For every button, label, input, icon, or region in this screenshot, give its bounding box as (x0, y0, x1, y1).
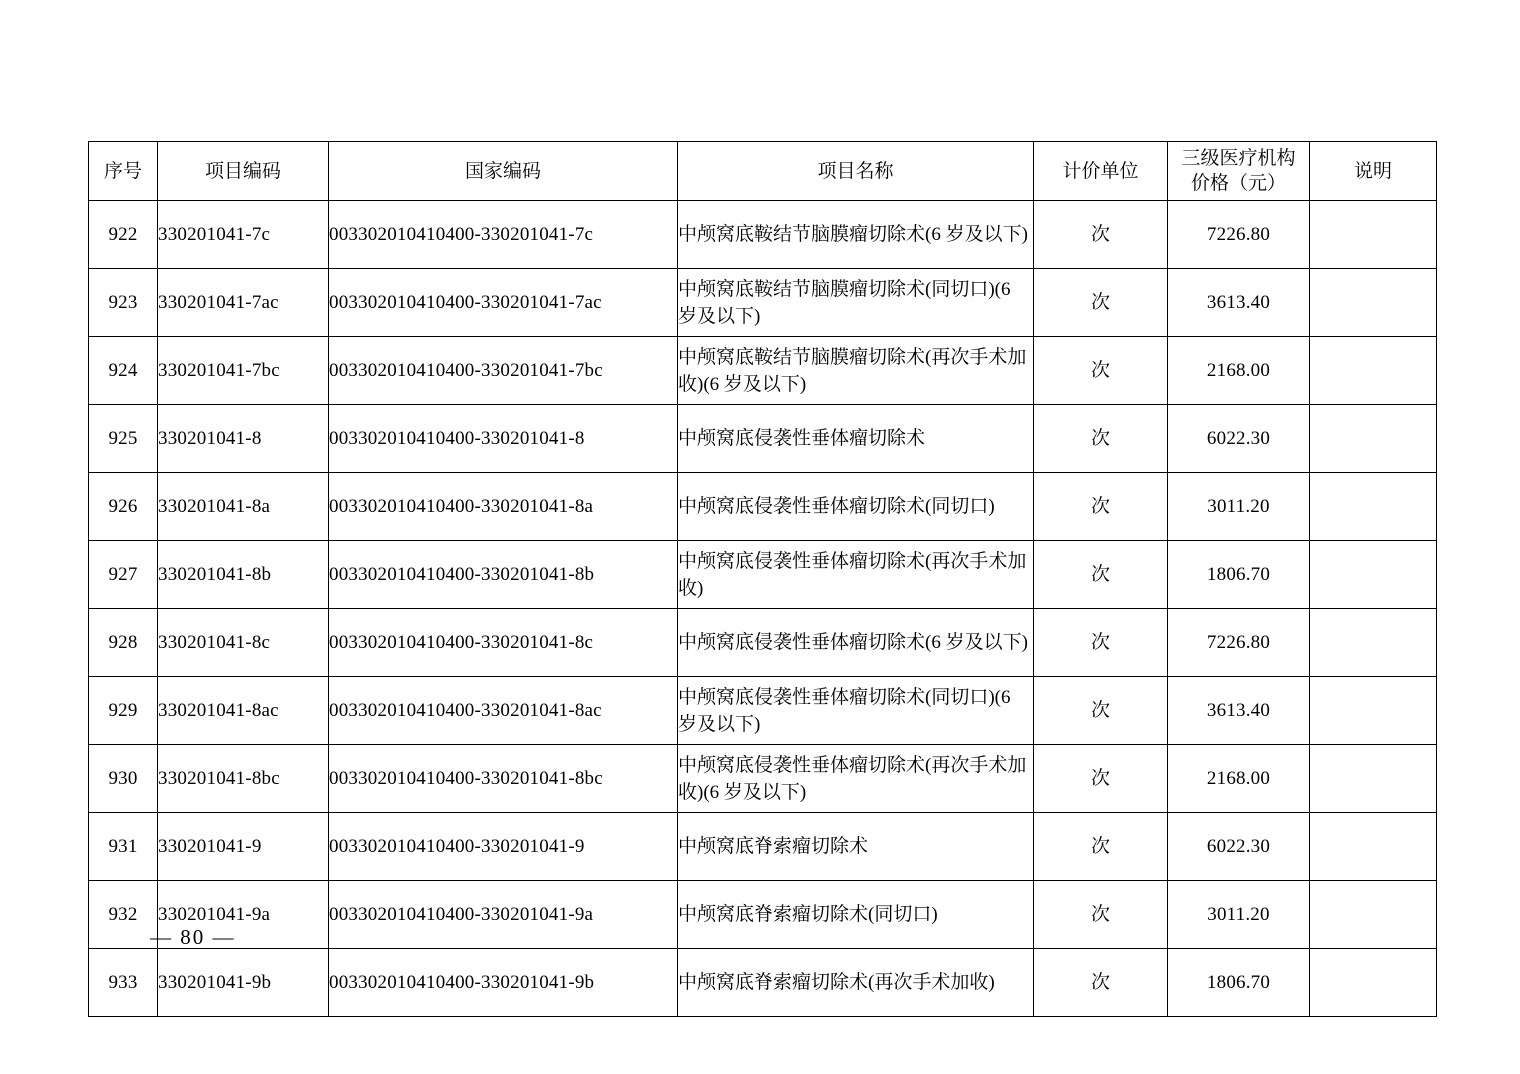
cell-national-code: 003302010410400-330201041-7bc (329, 337, 678, 405)
cell-item-code: 330201041-9b (158, 949, 329, 1017)
table-header-row (89, 142, 1437, 201)
cell-unit: 次 (1034, 473, 1168, 541)
cell-national-code: 003302010410400-330201041-8a (329, 473, 678, 541)
cell-note (1310, 269, 1437, 337)
cell-national-code: 003302010410400-330201041-7ac (329, 269, 678, 337)
cell-seq: 932 (89, 881, 158, 949)
cell-item-code: 330201041-7c (158, 201, 329, 269)
cell-seq: 924 (89, 337, 158, 405)
cell-item-name: 中颅窝底鞍结节脑膜瘤切除术(6 岁及以下) (678, 201, 1034, 269)
cell-seq: 928 (89, 609, 158, 677)
cell-note (1310, 609, 1437, 677)
cell-note (1310, 405, 1437, 473)
cell-item-code: 330201041-9 (158, 813, 329, 881)
cell-item-name: 中颅窝底脊索瘤切除术 (678, 813, 1034, 881)
column-header-seq: 序号 (89, 142, 158, 201)
cell-unit: 次 (1034, 609, 1168, 677)
cell-unit: 次 (1034, 881, 1168, 949)
column-header-unit: 计价单位 (1034, 142, 1168, 201)
cell-national-code: 003302010410400-330201041-9b (329, 949, 678, 1017)
cell-price: 2168.00 (1168, 337, 1310, 405)
cell-national-code: 003302010410400-330201041-8c (329, 609, 678, 677)
cell-seq: 933 (89, 949, 158, 1017)
cell-price: 3011.20 (1168, 881, 1310, 949)
cell-item-code: 330201041-8c (158, 609, 329, 677)
cell-item-name: 中颅窝底鞍结节脑膜瘤切除术(再次手术加收)(6 岁及以下) (678, 337, 1034, 405)
table-row (89, 745, 1437, 813)
cell-item-name: 中颅窝底侵袭性垂体瘤切除术(6 岁及以下) (678, 609, 1034, 677)
cell-price: 6022.30 (1168, 813, 1310, 881)
column-header-note: 说明 (1310, 142, 1437, 201)
cell-unit: 次 (1034, 677, 1168, 745)
cell-price: 3613.40 (1168, 677, 1310, 745)
cell-national-code: 003302010410400-330201041-7c (329, 201, 678, 269)
cell-unit: 次 (1034, 949, 1168, 1017)
cell-item-code: 330201041-8ac (158, 677, 329, 745)
cell-price: 1806.70 (1168, 541, 1310, 609)
cell-price: 3613.40 (1168, 269, 1310, 337)
cell-item-name: 中颅窝底侵袭性垂体瘤切除术(同切口) (678, 473, 1034, 541)
column-header-item-code: 项目编码 (158, 142, 329, 201)
cell-unit: 次 (1034, 201, 1168, 269)
column-header-price-line1: 三级医疗机构 (1181, 148, 1296, 169)
cell-seq: 926 (89, 473, 158, 541)
price-table-container (88, 141, 1433, 1017)
page-number: — 80 — (150, 925, 236, 949)
cell-national-code: 003302010410400-330201041-8b (329, 541, 678, 609)
table-body (89, 201, 1437, 1017)
cell-note (1310, 337, 1437, 405)
cell-national-code: 003302010410400-330201041-8 (329, 405, 678, 473)
cell-seq: 929 (89, 677, 158, 745)
cell-unit: 次 (1034, 269, 1168, 337)
cell-seq: 923 (89, 269, 158, 337)
cell-price: 3011.20 (1168, 473, 1310, 541)
cell-item-name: 中颅窝底侵袭性垂体瘤切除术 (678, 405, 1034, 473)
cell-unit: 次 (1034, 745, 1168, 813)
table-row (89, 201, 1437, 269)
cell-note (1310, 881, 1437, 949)
cell-note (1310, 949, 1437, 1017)
cell-item-name: 中颅窝底鞍结节脑膜瘤切除术(同切口)(6 岁及以下) (678, 269, 1034, 337)
cell-unit: 次 (1034, 541, 1168, 609)
cell-price: 2168.00 (1168, 745, 1310, 813)
cell-note (1310, 541, 1437, 609)
cell-note (1310, 201, 1437, 269)
cell-item-code: 330201041-7bc (158, 337, 329, 405)
table-row (89, 541, 1437, 609)
cell-item-code: 330201041-8b (158, 541, 329, 609)
cell-item-name: 中颅窝底脊索瘤切除术(同切口) (678, 881, 1034, 949)
cell-unit: 次 (1034, 337, 1168, 405)
table-row (89, 473, 1437, 541)
cell-note (1310, 677, 1437, 745)
cell-seq: 922 (89, 201, 158, 269)
cell-national-code: 003302010410400-330201041-9a (329, 881, 678, 949)
column-header-price-line2: 价格（元） (1190, 173, 1286, 194)
cell-item-code: 330201041-8a (158, 473, 329, 541)
cell-note (1310, 745, 1437, 813)
cell-item-name: 中颅窝底侵袭性垂体瘤切除术(再次手术加收)(6 岁及以下) (678, 745, 1034, 813)
cell-price: 6022.30 (1168, 405, 1310, 473)
cell-note (1310, 473, 1437, 541)
table-row (89, 609, 1437, 677)
table-header (89, 142, 1437, 201)
cell-price: 7226.80 (1168, 201, 1310, 269)
column-header-price (1168, 142, 1310, 201)
cell-seq: 925 (89, 405, 158, 473)
cell-item-name: 中颅窝底侵袭性垂体瘤切除术(再次手术加收) (678, 541, 1034, 609)
column-header-item-name: 项目名称 (678, 142, 1034, 201)
table-row (89, 405, 1437, 473)
table-row (89, 677, 1437, 745)
cell-national-code: 003302010410400-330201041-8ac (329, 677, 678, 745)
cell-seq: 930 (89, 745, 158, 813)
medical-price-table (88, 141, 1437, 1017)
cell-price: 7226.80 (1168, 609, 1310, 677)
cell-unit: 次 (1034, 813, 1168, 881)
cell-item-code: 330201041-8 (158, 405, 329, 473)
cell-seq: 931 (89, 813, 158, 881)
cell-item-code: 330201041-7ac (158, 269, 329, 337)
table-row (89, 881, 1437, 949)
cell-item-code: 330201041-8bc (158, 745, 329, 813)
table-row (89, 269, 1437, 337)
cell-price: 1806.70 (1168, 949, 1310, 1017)
cell-item-name: 中颅窝底脊索瘤切除术(再次手术加收) (678, 949, 1034, 1017)
cell-national-code: 003302010410400-330201041-8bc (329, 745, 678, 813)
table-row (89, 337, 1437, 405)
table-row (89, 813, 1437, 881)
cell-item-code: 330201041-9a (158, 881, 329, 949)
cell-unit: 次 (1034, 405, 1168, 473)
cell-seq: 927 (89, 541, 158, 609)
cell-note (1310, 813, 1437, 881)
column-header-national-code: 国家编码 (329, 142, 678, 201)
cell-national-code: 003302010410400-330201041-9 (329, 813, 678, 881)
table-row (89, 949, 1437, 1017)
cell-item-name: 中颅窝底侵袭性垂体瘤切除术(同切口)(6 岁及以下) (678, 677, 1034, 745)
